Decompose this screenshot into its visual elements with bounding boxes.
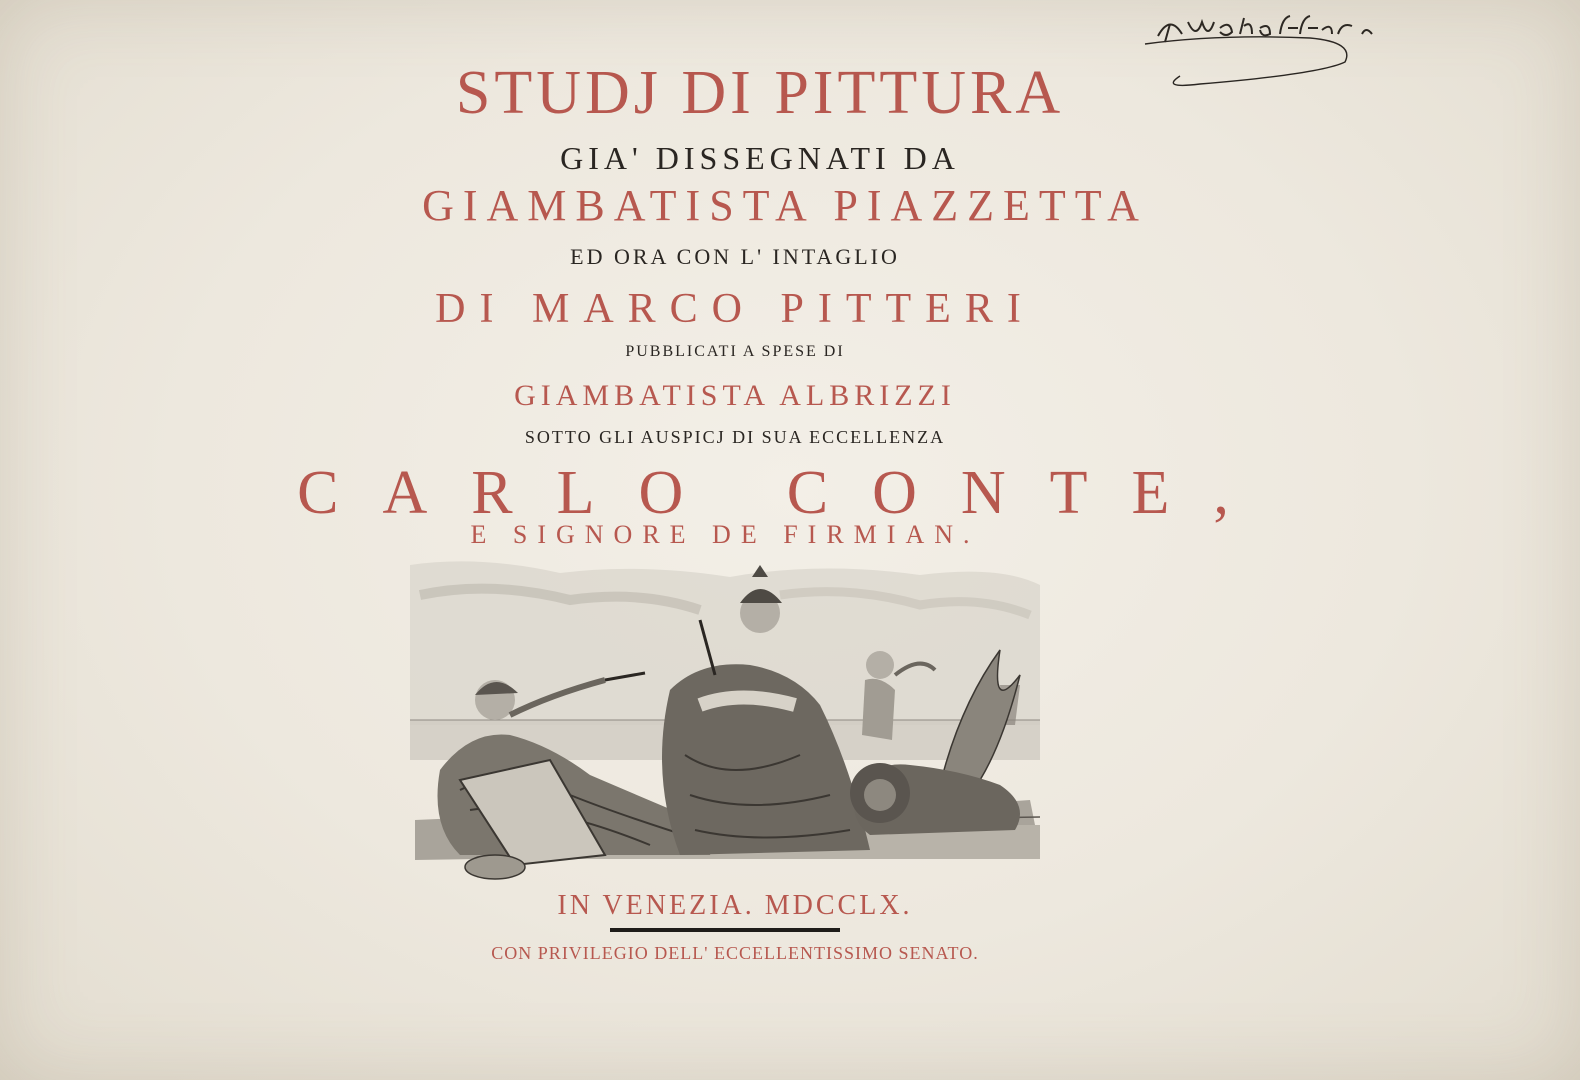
imprint-place-date: IN VENEZIA. MDCCLX. <box>557 890 913 921</box>
engraver-name: DI MARCO PITTERI <box>435 286 1035 332</box>
patron-name: CARLO CONTE, <box>297 459 1273 527</box>
privilege-line: CON PRIVILEGIO DELL' ECCELLENTISSIMO SENATO. <box>491 943 979 963</box>
subtitle-line-pubblicati: PUBBLICATI A SPESE DI <box>625 343 845 360</box>
subtitle-line-auspicj: SOTTO GLI AUSPICJ DI SUA ECCELLENZA <box>524 427 946 447</box>
publisher-name: GIAMBATISTA ALBRIZZI <box>514 379 956 412</box>
handwritten-signature <box>1140 4 1380 99</box>
artist-name: GIAMBATISTA PIAZZETTA <box>422 181 1148 230</box>
imprint-rule <box>610 928 840 932</box>
allegorical-engraving <box>400 555 1050 885</box>
patron-title: E SIGNORE DE FIRMIAN. <box>470 520 980 549</box>
book-title: STUDJ DI PITTURA <box>455 59 1065 127</box>
subtitle-line-gia: GIA' DISSEGNATI DA <box>560 140 960 176</box>
subtitle-line-intaglio: ED ORA CON L' INTAGLIO <box>570 244 900 269</box>
